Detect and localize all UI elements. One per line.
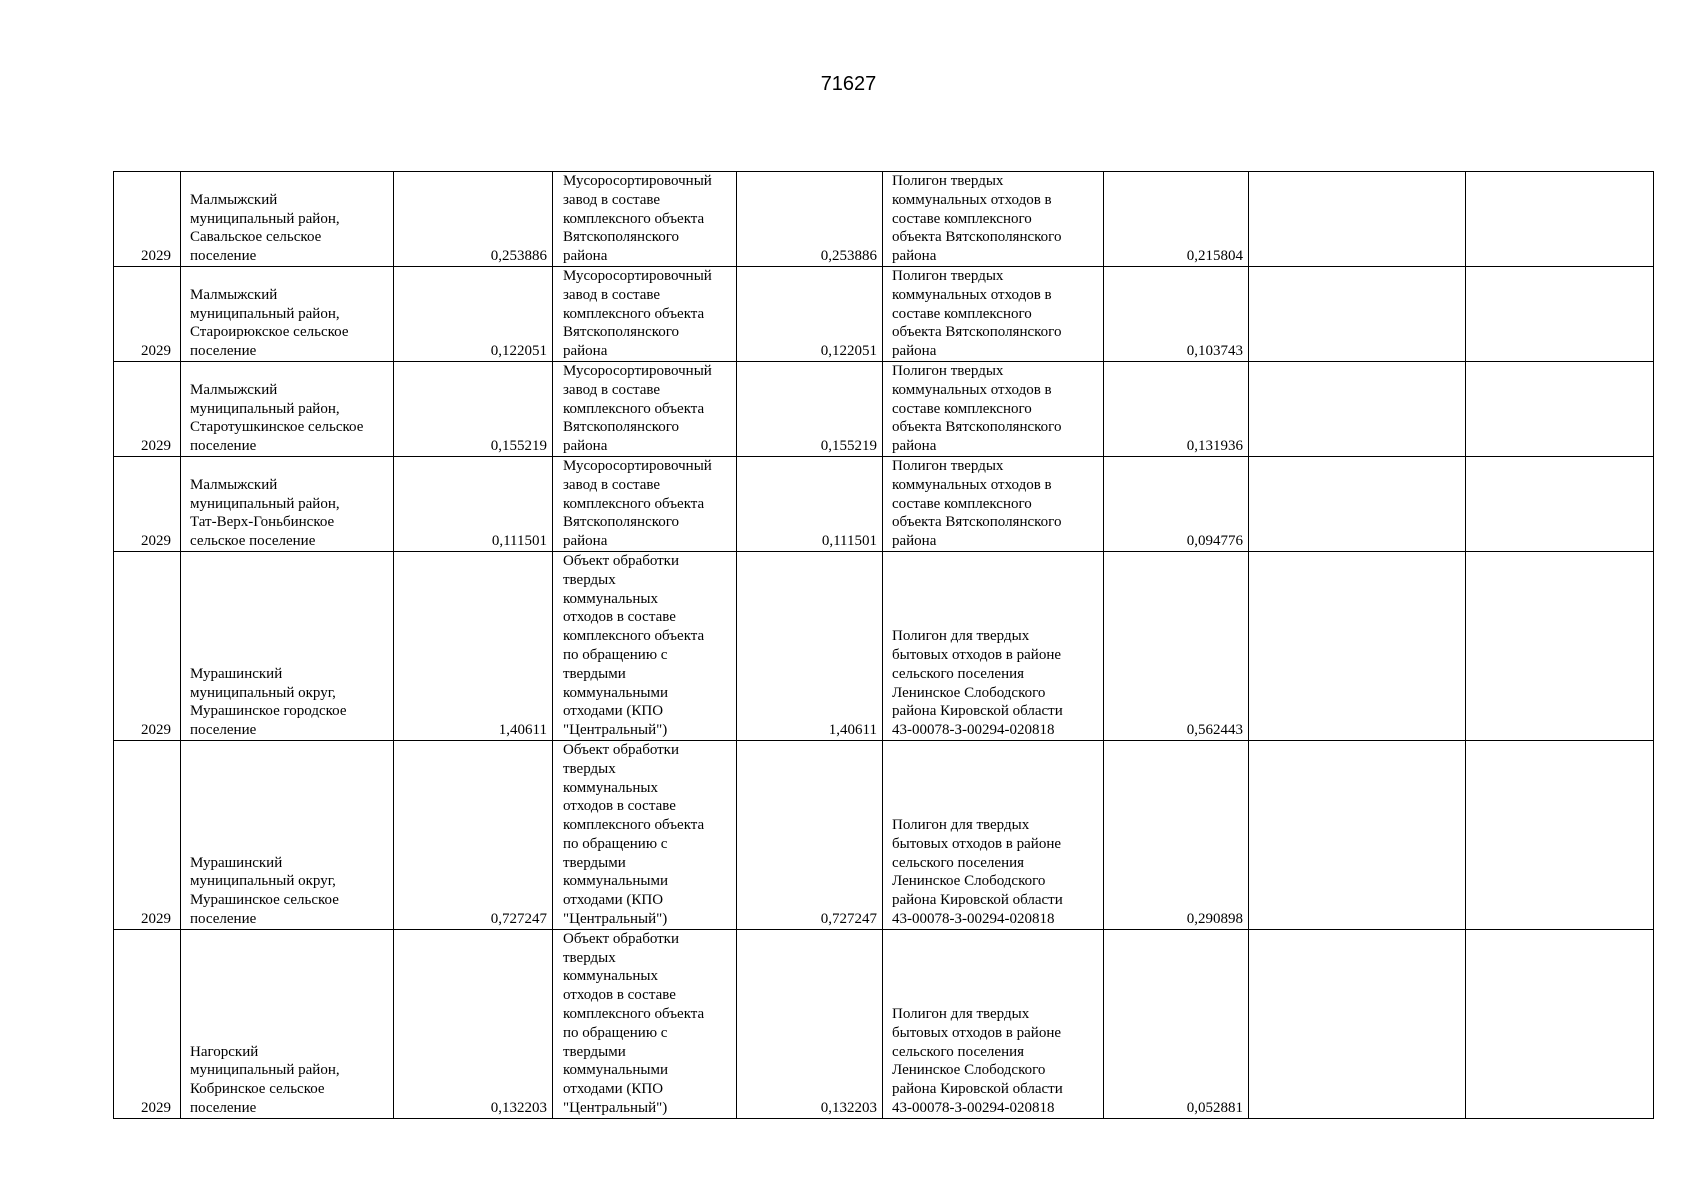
disposed-mass-cell: 0,215804 bbox=[1104, 172, 1249, 267]
processing-facility-cell-line: отходов в составе bbox=[563, 798, 676, 815]
disposal-facility-cell-line: объекта Вятскополянского bbox=[892, 419, 1062, 436]
municipality-cell-line: муниципальный район, bbox=[190, 210, 340, 227]
municipality-cell bbox=[181, 172, 394, 267]
empty-cell bbox=[1249, 740, 1466, 929]
processed-mass-cell: 0,253886 bbox=[737, 172, 883, 267]
municipality-cell-line: муниципальный район, bbox=[190, 305, 340, 322]
disposed-mass-cell: 0,290898 bbox=[1104, 740, 1249, 929]
disposal-facility-cell-line: 43-00078-З-00294-020818 bbox=[892, 911, 1055, 928]
disposal-facility-cell bbox=[883, 929, 1104, 1118]
processing-facility-cell-line: коммунальных bbox=[563, 968, 658, 985]
processing-facility-cell-line: отходами (КПО bbox=[563, 703, 664, 720]
processing-facility-cell-line: Вятскополянского bbox=[563, 514, 680, 531]
disposed-mass-cell: 0,131936 bbox=[1104, 361, 1249, 456]
processing-facility-cell-line: коммунальными bbox=[563, 873, 668, 890]
municipality-cell-line: Тат-Верх-Гоньбинское bbox=[190, 514, 335, 531]
municipality-cell bbox=[181, 266, 394, 361]
processing-facility-cell-line: завод в составе bbox=[563, 476, 661, 493]
mass-cell: 0,727247 bbox=[394, 740, 553, 929]
disposal-facility-cell-line: Полигон твердых bbox=[892, 362, 1004, 379]
processing-facility-cell-line: Объект обработки bbox=[563, 552, 679, 569]
disposal-facility-cell-line: Полигон для твердых bbox=[892, 817, 1030, 834]
processing-facility-cell-line: отходами (КПО bbox=[563, 1081, 664, 1098]
disposal-facility-cell-line: бытовых отходов в районе bbox=[892, 835, 1061, 852]
mass-cell: 0,155219 bbox=[394, 361, 553, 456]
empty-cell bbox=[1249, 266, 1466, 361]
disposal-facility-cell-line: составе комплексного bbox=[892, 400, 1032, 417]
municipality-cell-line: Малмыжский bbox=[190, 286, 278, 303]
disposal-facility-cell-line: Полигон для твердых bbox=[892, 1006, 1030, 1023]
waste-flow-table bbox=[113, 171, 1654, 1119]
disposal-facility-cell-line: объекта Вятскополянского bbox=[892, 324, 1062, 341]
processed-mass-cell: 0,122051 bbox=[737, 266, 883, 361]
municipality-cell-line: поселение bbox=[190, 248, 257, 265]
disposal-facility-cell-line: Ленинское Слободского bbox=[892, 873, 1046, 890]
disposal-facility-cell-line: Полигон твердых bbox=[892, 173, 1004, 189]
disposal-facility-cell-line: сельского поселения bbox=[892, 1043, 1025, 1060]
municipality-cell-line: Мурашинское сельское bbox=[190, 892, 339, 909]
disposal-facility-cell-line: района Кировской области bbox=[892, 892, 1063, 909]
processed-mass-cell: 0,727247 bbox=[737, 740, 883, 929]
processed-mass-cell: 0,111501 bbox=[737, 456, 883, 551]
processing-facility-cell-line: коммунальными bbox=[563, 684, 668, 701]
processing-facility-cell-line: твердых bbox=[563, 760, 616, 777]
disposed-mass-cell: 0,094776 bbox=[1104, 456, 1249, 551]
municipality-cell-line: Мурашинское городское bbox=[190, 703, 347, 720]
disposal-facility-cell bbox=[883, 266, 1104, 361]
mass-cell: 0,111501 bbox=[394, 456, 553, 551]
empty-cell bbox=[1466, 172, 1654, 267]
processing-facility-cell-line: отходами (КПО bbox=[563, 892, 664, 909]
processing-facility-cell-line: Объект обработки bbox=[563, 930, 679, 947]
municipality-cell-line: сельское поселение bbox=[190, 533, 316, 550]
municipality-cell bbox=[181, 740, 394, 929]
disposed-mass-cell: 0,103743 bbox=[1104, 266, 1249, 361]
mass-cell: 0,132203 bbox=[394, 929, 553, 1118]
disposed-mass-cell: 0,052881 bbox=[1104, 929, 1249, 1118]
processing-facility-cell-line: "Центральный") bbox=[563, 722, 668, 739]
disposal-facility-cell-line: района bbox=[892, 438, 937, 455]
processing-facility-cell-line: Мусоросортировочный bbox=[563, 362, 712, 379]
processing-facility-cell-line: отходов в составе bbox=[563, 987, 676, 1004]
table-row bbox=[114, 266, 1654, 361]
processing-facility-cell-line: по обращению с bbox=[563, 835, 668, 852]
processing-facility-cell-line: коммунальных bbox=[563, 779, 658, 796]
empty-cell bbox=[1249, 929, 1466, 1118]
municipality-cell-line: Савальское сельское bbox=[190, 229, 322, 246]
municipality-cell-line: Мурашинский bbox=[190, 854, 283, 871]
empty-cell bbox=[1466, 929, 1654, 1118]
empty-cell bbox=[1249, 551, 1466, 740]
mass-cell: 0,122051 bbox=[394, 266, 553, 361]
municipality-cell-line: поселение bbox=[190, 911, 257, 928]
disposal-facility-cell-line: Полигон твердых bbox=[892, 457, 1004, 474]
disposal-facility-cell-line: Полигон для твердых bbox=[892, 628, 1030, 645]
disposal-facility-cell bbox=[883, 172, 1104, 267]
disposal-facility-cell-line: бытовых отходов в районе bbox=[892, 646, 1061, 663]
year-cell: 2029 bbox=[114, 740, 181, 929]
table-row bbox=[114, 740, 1654, 929]
empty-cell bbox=[1466, 740, 1654, 929]
disposal-facility-cell-line: составе комплексного bbox=[892, 495, 1032, 512]
disposal-facility-cell-line: коммунальных отходов в bbox=[892, 286, 1052, 303]
municipality-cell-line: муниципальный район, bbox=[190, 495, 340, 512]
municipality-cell bbox=[181, 456, 394, 551]
processing-facility-cell-line: Мусоросортировочный bbox=[563, 457, 712, 474]
municipality-cell bbox=[181, 551, 394, 740]
disposal-facility-cell-line: Ленинское Слободского bbox=[892, 684, 1046, 701]
processing-facility-cell-line: комплексного объекта bbox=[563, 400, 705, 417]
processing-facility-cell-line: твердых bbox=[563, 949, 616, 966]
disposal-facility-cell-line: составе комплексного bbox=[892, 210, 1032, 227]
municipality-cell-line: муниципальный округ, bbox=[190, 684, 336, 701]
processing-facility-cell-line: района bbox=[563, 248, 608, 265]
year-cell: 2029 bbox=[114, 361, 181, 456]
municipality-cell-line: Мурашинский bbox=[190, 665, 283, 682]
disposal-facility-cell bbox=[883, 456, 1104, 551]
processing-facility-cell-line: твердыми bbox=[563, 665, 626, 682]
processing-facility-cell bbox=[553, 551, 737, 740]
year-cell: 2029 bbox=[114, 172, 181, 267]
processing-facility-cell-line: Вятскополянского bbox=[563, 419, 680, 436]
year-cell: 2029 bbox=[114, 456, 181, 551]
processing-facility-cell-line: коммунальных bbox=[563, 590, 658, 607]
processing-facility-cell-line: комплексного объекта bbox=[563, 817, 705, 834]
processing-facility-cell-line: завод в составе bbox=[563, 191, 661, 208]
disposal-facility-cell-line: района bbox=[892, 248, 937, 265]
page-number: 71627 bbox=[820, 73, 877, 95]
table-row bbox=[114, 361, 1654, 456]
table-row bbox=[114, 456, 1654, 551]
processing-facility-cell-line: комплексного объекта bbox=[563, 1006, 705, 1023]
municipality-cell-line: Малмыжский bbox=[190, 476, 278, 493]
municipality-cell-line: Малмыжский bbox=[190, 191, 278, 208]
processing-facility-cell-line: по обращению с bbox=[563, 646, 668, 663]
processing-facility-cell-line: "Центральный") bbox=[563, 911, 668, 928]
disposal-facility-cell-line: сельского поселения bbox=[892, 665, 1025, 682]
municipality-cell-line: Кобринское сельское bbox=[190, 1081, 325, 1098]
empty-cell bbox=[1466, 266, 1654, 361]
disposal-facility-cell-line: объекта Вятскополянского bbox=[892, 229, 1062, 246]
disposal-facility-cell-line: коммунальных отходов в bbox=[892, 476, 1052, 493]
disposal-facility-cell-line: Ленинское Слободского bbox=[892, 1062, 1046, 1079]
disposal-facility-cell bbox=[883, 361, 1104, 456]
processing-facility-cell bbox=[553, 361, 737, 456]
processing-facility-cell bbox=[553, 456, 737, 551]
mass-cell: 1,40611 bbox=[394, 551, 553, 740]
disposal-facility-cell-line: 43-00078-З-00294-020818 bbox=[892, 722, 1055, 739]
processing-facility-cell-line: Вятскополянского bbox=[563, 324, 680, 341]
municipality-cell-line: поселение bbox=[190, 438, 257, 455]
processing-facility-cell bbox=[553, 172, 737, 267]
disposal-facility-cell-line: бытовых отходов в районе bbox=[892, 1024, 1061, 1041]
disposal-facility-cell-line: коммунальных отходов в bbox=[892, 381, 1052, 398]
disposal-facility-cell bbox=[883, 551, 1104, 740]
municipality-cell-line: поселение bbox=[190, 722, 257, 739]
processing-facility-cell-line: завод в составе bbox=[563, 286, 661, 303]
municipality-cell-line: Староирюкское сельское bbox=[190, 324, 349, 341]
disposal-facility-cell-line: 43-00078-З-00294-020818 bbox=[892, 1100, 1055, 1117]
disposed-mass-cell: 0,562443 bbox=[1104, 551, 1249, 740]
disposal-facility-cell-line: составе комплексного bbox=[892, 305, 1032, 322]
municipality-cell-line: Старотушкинское сельское bbox=[190, 419, 364, 436]
processing-facility-cell-line: твердыми bbox=[563, 854, 626, 871]
empty-cell bbox=[1466, 456, 1654, 551]
mass-cell: 0,253886 bbox=[394, 172, 553, 267]
disposal-facility-cell bbox=[883, 740, 1104, 929]
municipality-cell-line: муниципальный район, bbox=[190, 1062, 340, 1079]
processing-facility-cell bbox=[553, 929, 737, 1118]
year-cell: 2029 bbox=[114, 929, 181, 1118]
municipality-cell-line: муниципальный округ, bbox=[190, 873, 336, 890]
processing-facility-cell-line: коммунальными bbox=[563, 1062, 668, 1079]
processed-mass-cell: 0,132203 bbox=[737, 929, 883, 1118]
processing-facility-cell bbox=[553, 740, 737, 929]
processing-facility-cell-line: "Центральный") bbox=[563, 1100, 668, 1117]
municipality-cell bbox=[181, 929, 394, 1118]
table-row bbox=[114, 551, 1654, 740]
empty-cell bbox=[1249, 172, 1466, 267]
empty-cell bbox=[1466, 361, 1654, 456]
municipality-cell-line: Малмыжский bbox=[190, 381, 278, 398]
table-row bbox=[114, 929, 1654, 1118]
municipality-cell-line: Нагорский bbox=[190, 1043, 259, 1060]
processing-facility-cell-line: отходов в составе bbox=[563, 609, 676, 626]
disposal-facility-cell-line: района Кировской области bbox=[892, 1081, 1063, 1098]
municipality-cell bbox=[181, 361, 394, 456]
processing-facility-cell-line: района bbox=[563, 438, 608, 455]
empty-cell bbox=[1249, 456, 1466, 551]
processing-facility-cell-line: комплексного объекта bbox=[563, 305, 705, 322]
processing-facility-cell-line: Мусоросортировочный bbox=[563, 267, 712, 284]
processing-facility-cell bbox=[553, 266, 737, 361]
disposal-facility-cell-line: района bbox=[892, 343, 937, 360]
processing-facility-cell-line: завод в составе bbox=[563, 381, 661, 398]
processing-facility-cell-line: комплексного объекта bbox=[563, 210, 705, 227]
disposal-facility-cell-line: района Кировской области bbox=[892, 703, 1063, 720]
disposal-facility-cell-line: объекта Вятскополянского bbox=[892, 514, 1062, 531]
disposal-facility-cell-line: Полигон твердых bbox=[892, 267, 1004, 284]
disposal-facility-cell-line: района bbox=[892, 533, 937, 550]
processing-facility-cell-line: по обращению с bbox=[563, 1024, 668, 1041]
processing-facility-cell-line: твердыми bbox=[563, 1043, 626, 1060]
processing-facility-cell-line: района bbox=[563, 533, 608, 550]
empty-cell bbox=[1466, 551, 1654, 740]
processing-facility-cell-line: твердых bbox=[563, 571, 616, 588]
processing-facility-cell-line: комплексного объекта bbox=[563, 495, 705, 512]
processed-mass-cell: 0,155219 bbox=[737, 361, 883, 456]
year-cell: 2029 bbox=[114, 266, 181, 361]
disposal-facility-cell-line: коммунальных отходов в bbox=[892, 191, 1052, 208]
municipality-cell-line: поселение bbox=[190, 1100, 257, 1117]
municipality-cell-line: муниципальный район, bbox=[190, 400, 340, 417]
table-row bbox=[114, 172, 1654, 267]
municipality-cell-line: поселение bbox=[190, 343, 257, 360]
processed-mass-cell: 1,40611 bbox=[737, 551, 883, 740]
processing-facility-cell-line: комплексного объекта bbox=[563, 628, 705, 645]
disposal-facility-cell-line: сельского поселения bbox=[892, 854, 1025, 871]
empty-cell bbox=[1249, 361, 1466, 456]
year-cell: 2029 bbox=[114, 551, 181, 740]
processing-facility-cell-line: Вятскополянского bbox=[563, 229, 680, 246]
processing-facility-cell-line: Объект обработки bbox=[563, 741, 679, 758]
processing-facility-cell-line: района bbox=[563, 343, 608, 360]
processing-facility-cell-line: Мусоросортировочный bbox=[563, 173, 712, 189]
